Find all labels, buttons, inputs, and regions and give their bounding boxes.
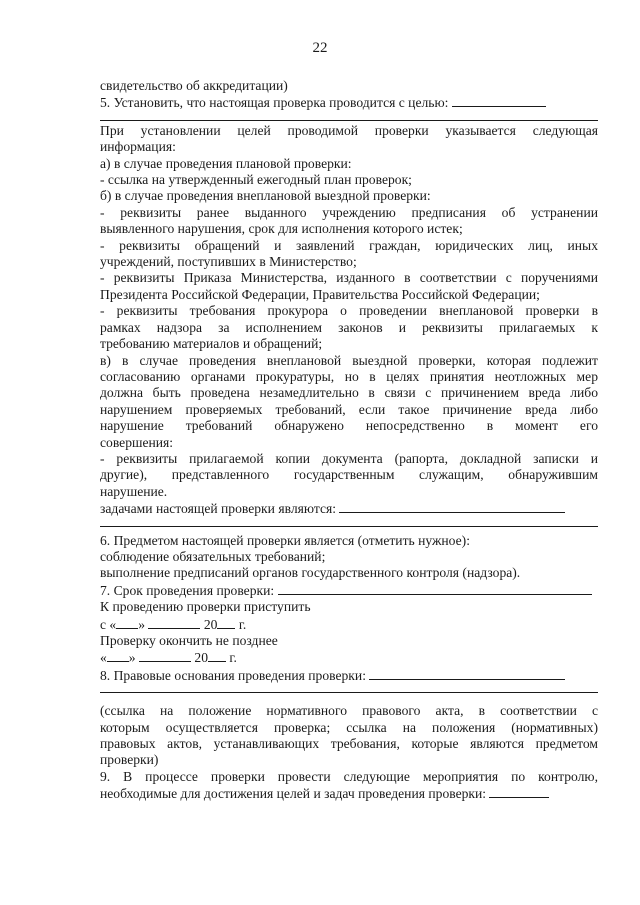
text: 5. Установить, что настоящая проверка проводится с целью: — [100, 95, 449, 111]
text-line: нарушение требований обнаружено непосредственно в момент его — [100, 418, 598, 434]
text-line: - реквизиты обращений и заявлений граждан, юридических лиц, иных — [100, 237, 598, 253]
text: задачами настоящей проверки являются: — [100, 501, 337, 517]
text-line: 9. В процессе проверки провести следующие мероприятия по контролю, — [100, 768, 598, 784]
text: » — [138, 616, 146, 632]
text-line: другие), представленного государственным служащим, обнаружившим — [100, 467, 598, 483]
text-line: - ссылка на утвержденный ежегодный план проверок; — [100, 172, 412, 188]
text-line: требованию материалов и обращений; — [100, 336, 323, 352]
text-line: а) в случае проведения плановой проверки: — [100, 155, 352, 171]
text: 20 — [194, 650, 208, 666]
purpose-line — [100, 94, 598, 111]
term-blank[interactable] — [278, 582, 592, 595]
start-day-blank[interactable] — [116, 616, 138, 629]
text-line: которым осуществляется проверка; ссылка на положения (нормативных) — [100, 719, 598, 735]
text: 7. Срок проведения проверки: — [100, 582, 275, 598]
text-line: проверки) — [100, 752, 159, 768]
measures-line — [100, 785, 598, 802]
text-line: 6. Предметом настоящей проверки является (отметить нужное): — [100, 532, 470, 548]
text-line: - реквизиты требования прокурора о проведении внеплановой проверки в — [100, 303, 598, 319]
text-line: нарушение. — [100, 483, 168, 499]
end-date-line — [100, 649, 598, 666]
text-line: выявленного нарушения, срок для исполнения которого истек; — [100, 221, 463, 237]
measures-blank[interactable] — [489, 785, 549, 798]
legal-basis-line — [100, 667, 598, 684]
tasks-blank[interactable] — [339, 500, 565, 513]
tasks-line — [100, 500, 598, 517]
start-month-blank[interactable] — [148, 616, 200, 629]
end-year-blank[interactable] — [208, 649, 226, 662]
term-line — [100, 582, 598, 599]
text-line: К проведению проверки приступить — [100, 599, 311, 615]
legal-basis-continuation-line[interactable] — [100, 684, 598, 693]
text-line: совершения: — [100, 434, 174, 450]
text: г. — [229, 650, 237, 666]
text-line: соблюдение обязательных требований; — [100, 548, 326, 564]
text-line: согласованию органами прокуратуры, но в целях принятия неотложных мер — [100, 368, 598, 384]
text-line: Проверку окончить не позднее — [100, 633, 278, 648]
text-line: выполнение предписаний органов государственного контроля (надзора). — [100, 565, 521, 581]
purpose-continuation-line[interactable] — [100, 112, 598, 121]
text: с « — [100, 616, 117, 632]
text-line: б) в случае проведения внеплановой выездной проверки: — [100, 188, 431, 204]
start-year-blank[interactable] — [217, 616, 235, 629]
text-line: - реквизиты прилагаемой копии документа (рапорта, докладной записки и — [100, 450, 598, 466]
text-line: свидетельство об аккредитации) — [100, 78, 288, 93]
text-line: Президента Российской Федерации, Правительства Российской Федерации; — [100, 286, 540, 302]
end-month-blank[interactable] — [139, 649, 191, 662]
document-body — [100, 78, 598, 803]
text: необходимые для достижения целей и задач проведения проверки: — [100, 786, 487, 802]
text-line: правовых актов, устанавливающих требования, которые являются предметом — [100, 736, 598, 752]
text-line: в) в случае проведения внеплановой выездной проверки, которая подлежит — [100, 352, 598, 368]
text-line: рамках надзора за исполнением законов и реквизиты прилагаемых к — [100, 319, 598, 335]
text-line: - реквизиты Приказа Министерства, изданного в соответствии с поручениями — [100, 270, 598, 286]
text: 20 — [203, 616, 218, 632]
text-line: информация: — [100, 139, 176, 155]
text-line: При установлении целей проводимой проверки указывается следующая — [100, 122, 598, 138]
legal-basis-blank[interactable] — [369, 667, 565, 680]
text-line: - реквизиты ранее выданного учреждению предписания об устранении — [100, 204, 598, 220]
purpose-blank[interactable] — [452, 94, 546, 107]
start-date-line — [100, 616, 598, 633]
text-line: нарушением проверяемых требований, если такое причинение вреда либо — [100, 401, 598, 417]
end-day-blank[interactable] — [107, 649, 129, 662]
text: 8. Правовые основания проведения проверки: — [100, 667, 366, 683]
text-line: должна быть проведена незамедлительно в связи с причинением вреда либо — [100, 385, 598, 401]
page-number: 22 — [312, 40, 328, 56]
text: » — [128, 650, 136, 666]
text-line: (ссылка на положение нормативного правового акта, в соответствии с — [100, 703, 598, 719]
tasks-continuation-line[interactable] — [100, 518, 598, 527]
text-line: учреждений, поступивших в Министерство; — [100, 254, 357, 270]
text: г. — [238, 616, 247, 632]
text: « — [100, 650, 107, 666]
